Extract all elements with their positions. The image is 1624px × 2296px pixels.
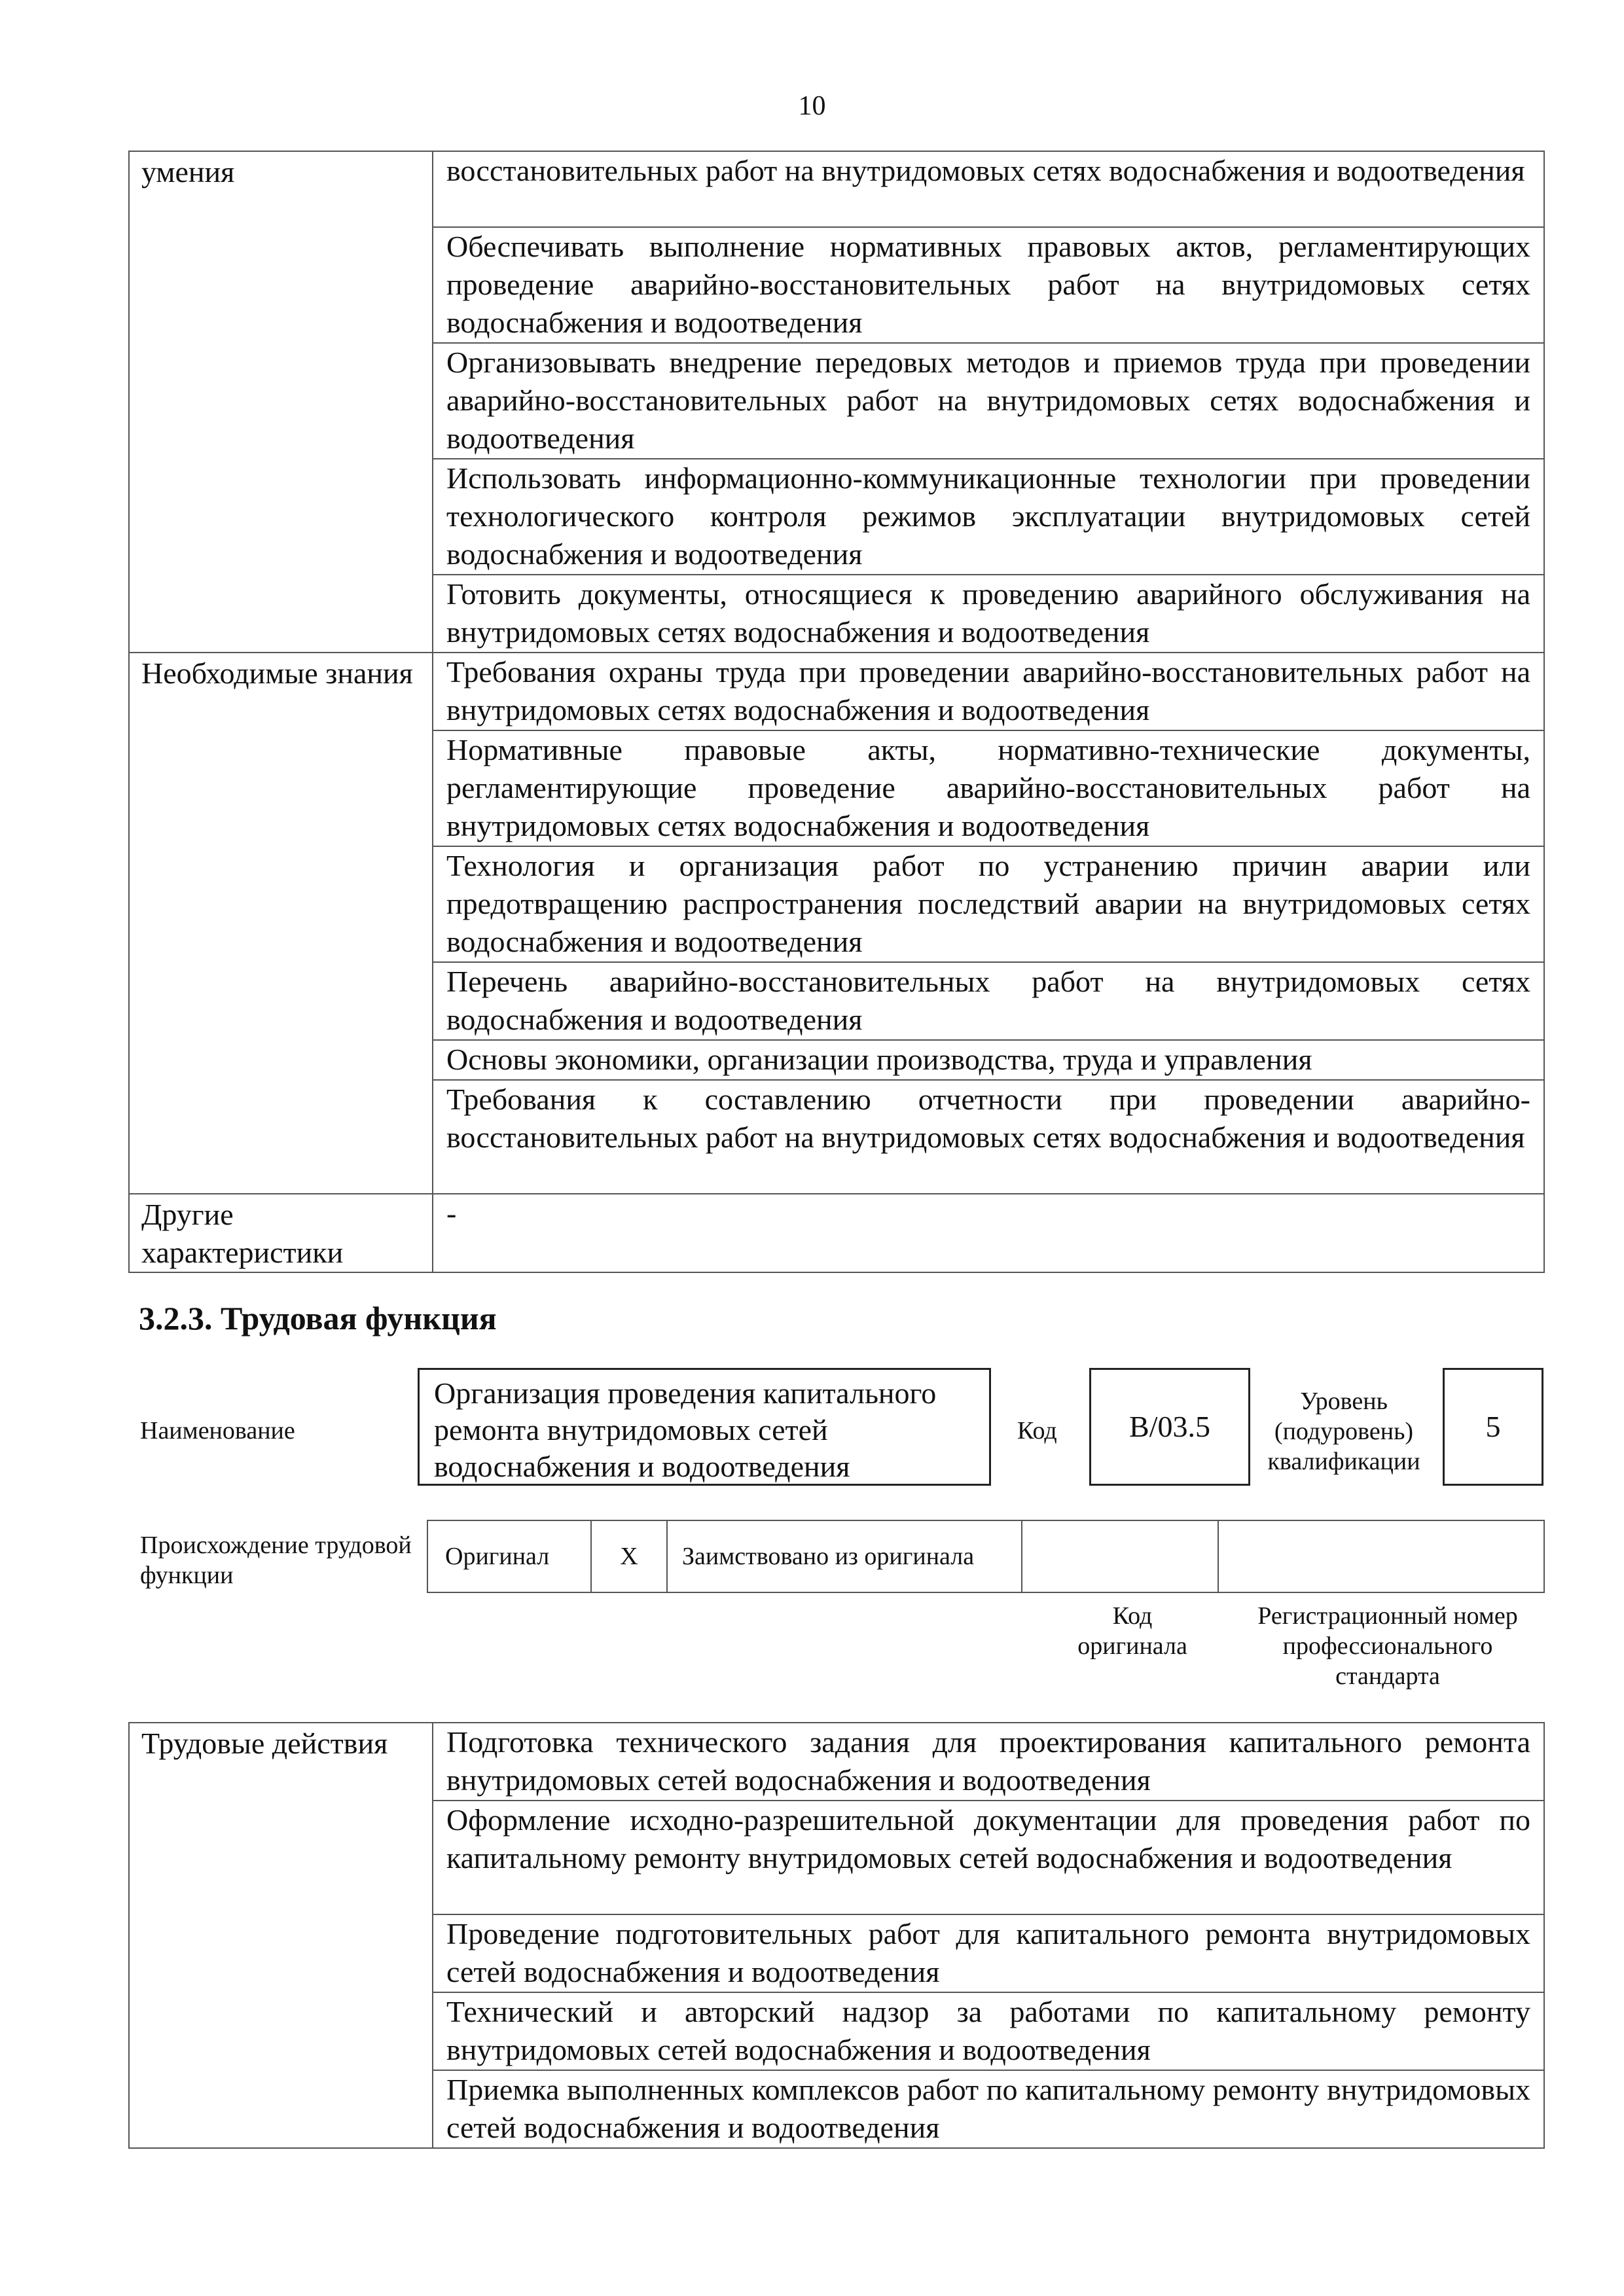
origin-label: Происхождение трудовой функции [140, 1532, 412, 1589]
skill-item: Готовить документы, относящиеся к проведению аварийного обслуживания на внутридомовых сетях водоснабжения и водоотведения [433, 575, 1544, 653]
level-label: Уровень (подуровень) квалификации [1267, 1388, 1420, 1475]
origin-borrowed: Заимствовано из оригинала [667, 1520, 1022, 1592]
knowledge-item: Требования к составлению отчетности при проведении аварийно-восстановительных работ на внутридомовых сетях водоснабжения и водоотведения [433, 1080, 1544, 1194]
function-name-box: Организация проведения капитального ремонта внутридомовых сетей водоснабжения и водоотведения [418, 1368, 991, 1486]
knowledge-item: Основы экономики, организации производства, труда и управления [433, 1040, 1544, 1080]
skill-item: Обеспечивать выполнение нормативных правовых актов, регламентирующих проведение аварийно-восстановительных работ на внутридомовых сетях водоснабжения и водоотведения [433, 227, 1544, 343]
section-heading: 3.2.3. Трудовая функция [139, 1300, 497, 1336]
page-number: 10 [798, 91, 826, 121]
reg-number-cell [1218, 1520, 1544, 1592]
knowledge-item: Требования охраны труда при проведении аварийно-восстановительных работ на внутридомовых сетях водоснабжения и водоотведения [433, 653, 1544, 730]
labor-action-item: Подготовка технического задания для проектирования капитального ремонта внутридомовых сетей водоснабжения и водоотведения [433, 1723, 1544, 1801]
code-original-cell [1022, 1520, 1218, 1592]
origin-table [427, 1520, 1545, 1593]
labor-action-item: Технический и авторский надзор за работами по капитальному ремонту внутридомовых сетей водоснабжения и водоотведения [433, 1992, 1544, 2070]
knowledge-item: Технология и организация работ по устранению причин аварии или предотвращению распространения последствий аварии на внутридомовых сетях водоснабжения и водоотведения [433, 846, 1544, 962]
labor-action-item: Оформление исходно-разрешительной документации для проведения работ по капитальному ремонту внутридомовых сетей водоснабжения и водоотведения [433, 1801, 1544, 1914]
name-label: Наименование [140, 1417, 295, 1444]
code-original-caption: Код оригинала [1077, 1602, 1187, 1660]
skill-item: Использовать информационно-коммуникационные технологии при проведении технологического контроля режимов эксплуатации внутридомовых сетей водоснабжения и водоотведения [433, 459, 1544, 575]
labor-action-item: Приемка выполненных комплексов работ по капитальному ремонту внутридомовых сетей водоснабжения и водоотведения [433, 2070, 1544, 2148]
knowledge-item: Нормативные правовые акты, нормативно-технические документы, регламентирующие проведение аварийно-восстановительных работ на внутридомовых сетях водоснабжения и водоотведения [433, 730, 1544, 846]
row-label-other: Другие характеристики [129, 1194, 433, 1272]
skill-item: восстановительных работ на внутридомовых сетях водоснабжения и водоотведения [433, 151, 1544, 227]
skill-item: Организовывать внедрение передовых методов и приемов труда при проведении аварийно-восстановительных работ на внутридомовых сетях водоснабжения и водоотведения [433, 343, 1544, 459]
row-label-skills: умения [129, 151, 433, 653]
origin-original: Оригинал [427, 1520, 591, 1592]
skills-knowledge-table [128, 151, 1545, 1273]
function-code-box: B/03.5 [1089, 1368, 1250, 1486]
labor-action-item: Проведение подготовительных работ для капитального ремонта внутридомовых сетей водоснабжения и водоотведения [433, 1914, 1544, 1992]
reg-number-caption: Регистрационный номер профессионального стандарта [1257, 1602, 1518, 1690]
row-label-knowledge: Необходимые знания [129, 653, 433, 1194]
code-label: Код [1017, 1417, 1057, 1444]
row-label-labor-actions: Трудовые действия [129, 1723, 433, 2148]
other-item: - [433, 1194, 1544, 1272]
origin-mark: X [591, 1520, 667, 1592]
knowledge-item: Перечень аварийно-восстановительных работ на внутридомовых сетях водоснабжения и водоотведения [433, 962, 1544, 1040]
level-box: 5 [1443, 1368, 1543, 1486]
labor-actions-table [128, 1722, 1545, 2149]
